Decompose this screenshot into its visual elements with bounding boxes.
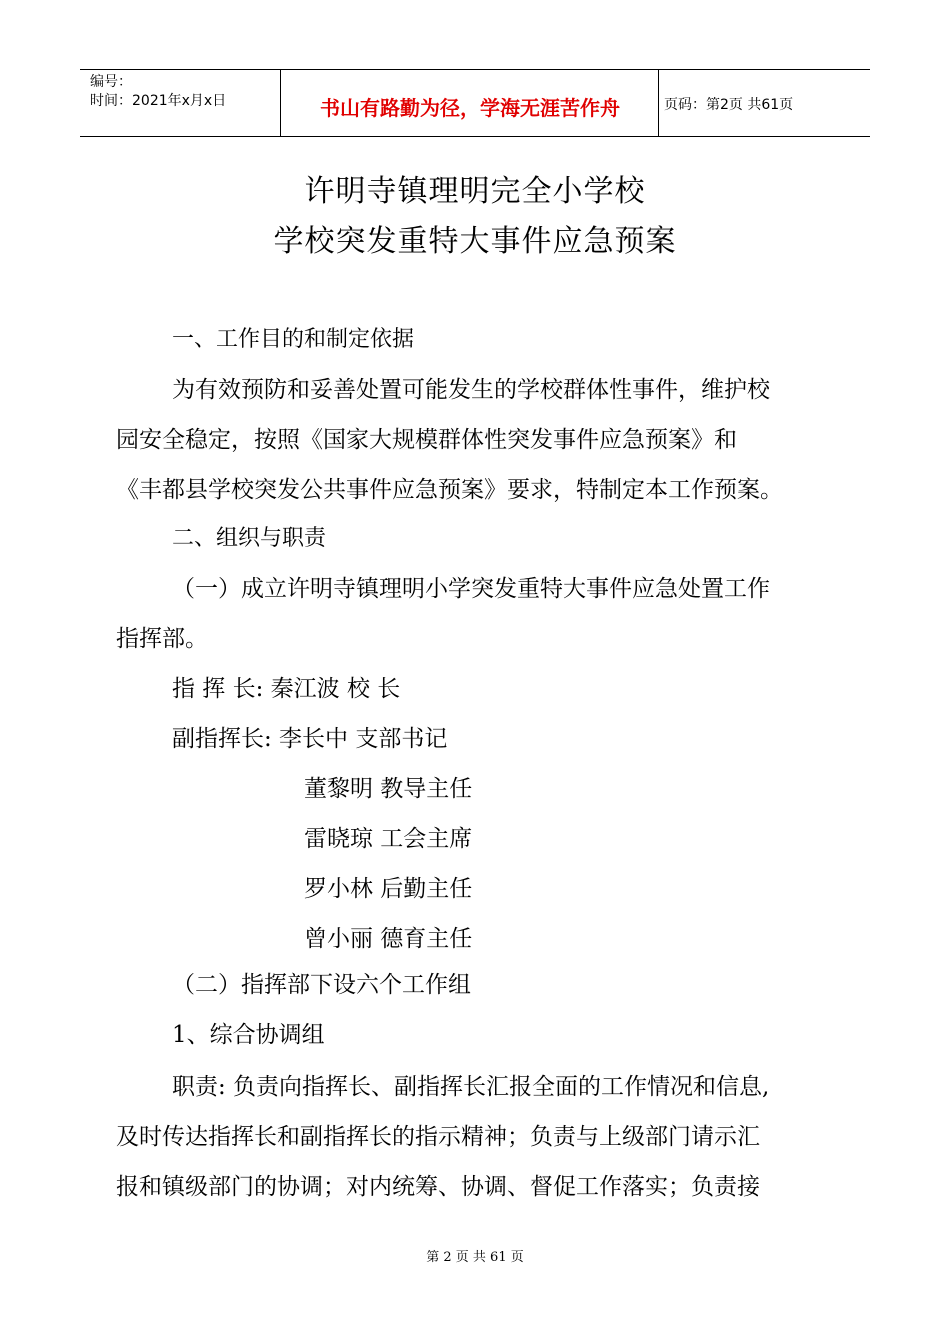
section2-heading: 二、组织与职责 bbox=[172, 526, 327, 551]
document-title-line1: 许明寺镇理明完全小学校 bbox=[304, 174, 646, 209]
deputy-line: 雷晓琼 工会主席 bbox=[304, 826, 473, 852]
paragraph-line: 为有效预防和妥善处置可能发生的学校群体性事件，维护校 bbox=[172, 377, 770, 403]
section1-heading: 一、工作目的和制定依据 bbox=[172, 327, 415, 352]
time-label: 时间：2021年x月x日 bbox=[90, 93, 227, 109]
header-meta bbox=[90, 73, 226, 111]
deputy-line: 曾小丽 德育主任 bbox=[304, 926, 473, 952]
header-divider bbox=[658, 70, 659, 136]
page-header bbox=[80, 69, 870, 137]
header-motto: 书山有路勤为径，学海无涯苦作舟 bbox=[320, 96, 620, 120]
number-label: 编号： bbox=[90, 74, 132, 90]
commander-line: 指 挥 长: 秦江波 校 长 bbox=[172, 676, 401, 702]
subsection-heading: （二）指挥部下设六个工作组 bbox=[172, 972, 471, 998]
deputy-line: 罗小林 后勤主任 bbox=[304, 876, 473, 902]
header-page-label: 页码：第2页 共61页 bbox=[664, 97, 794, 113]
deputy-line: 董黎明 教导主任 bbox=[304, 776, 473, 802]
paragraph-line: （一）成立许明寺镇理明小学突发重特大事件应急处置工作 bbox=[172, 576, 770, 602]
paragraph-line: 园安全稳定，按照《国家大规模群体性突发事件应急预案》和 bbox=[116, 427, 737, 453]
document-title-line2: 学校突发重特大事件应急预案 bbox=[273, 224, 677, 259]
deputy-line: 副指挥长: 李长中 支部书记 bbox=[172, 726, 448, 752]
paragraph-line: 报和镇级部门的协调；对内统筹、协调、督促工作落实；负责接 bbox=[116, 1174, 760, 1200]
paragraph-line: 指挥部。 bbox=[116, 626, 208, 652]
group-heading: 1、综合协调组 bbox=[172, 1022, 325, 1048]
paragraph-line: 《丰都县学校突发公共事件应急预案》要求，特制定本工作预案。 bbox=[116, 477, 783, 503]
paragraph-line: 职责: 负责向指挥长、副指挥长汇报全面的工作情况和信息, bbox=[172, 1074, 770, 1100]
paragraph-line: 及时传达指挥长和副指挥长的指示精神；负责与上级部门请示汇 bbox=[116, 1124, 760, 1150]
page-footer: 第 2 页 共 61 页 bbox=[426, 1250, 524, 1265]
